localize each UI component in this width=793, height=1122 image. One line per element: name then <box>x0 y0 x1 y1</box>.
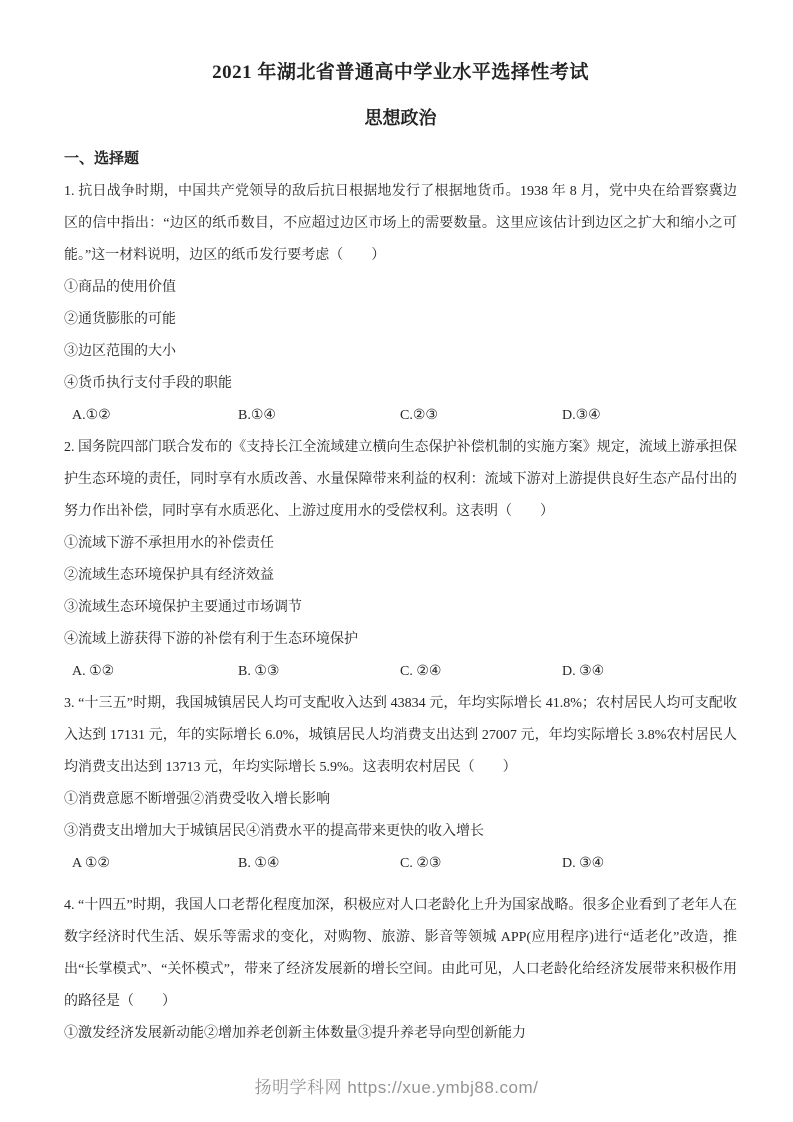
question-3-item-line-1: ①消费意愿不断增强②消费受收入增长影响 <box>64 792 330 807</box>
question-3-item-line-2: ③消费支出增加大于城镇居民④消费水平的提高带来更快的收入增长 <box>64 824 484 839</box>
question-2-item-2: ②流域生态环境保护具有经济效益 <box>64 568 274 583</box>
question-1 <box>64 176 737 432</box>
question-2-item-4: ④流域上游获得下游的补偿有利于生态环境保护 <box>64 632 358 647</box>
question-2-option-d: D. ③④ <box>562 664 605 679</box>
question-1-item-1: ①商品的使用价值 <box>64 280 176 295</box>
footer-site-name: 扬明学科网 <box>254 1078 343 1097</box>
question-1-item-2: ②通货膨胀的可能 <box>64 312 176 327</box>
question-3-option-c: C. ②③ <box>400 856 442 871</box>
question-2-stem: 2. 国务院四部门联合发布的《支持长江全流域建立横向生态保护补偿机制的实施方案》规定，流域上游承担保护生态环境的责任，同时享有水质改善、水量保障带来利益的权利：流域下游对上游提供良好生态产品付出的努力作出补偿，同时享有水质恶化、上游过度用水的受偿权利。这表明（ ） <box>64 440 737 519</box>
question-1-option-a: A.①② <box>72 408 111 423</box>
question-2-option-b: B. ①③ <box>238 664 280 679</box>
page-subtitle: 思想政治 <box>364 108 437 128</box>
question-1-options <box>64 400 737 432</box>
question-3-option-a: A ①② <box>72 856 110 871</box>
question-1-item-3: ③边区范围的大小 <box>64 344 176 359</box>
question-1-option-c: C.②③ <box>400 408 438 423</box>
question-2-options <box>64 656 737 688</box>
question-3-option-b: B. ①④ <box>238 856 280 871</box>
question-3 <box>64 688 737 880</box>
question-1-option-b: B.①④ <box>238 408 276 423</box>
question-3-stem: 3. “十三五”时期，我国城镇居民人均可支配收入达到 43834 元，年均实际增长 41.8%；农村居民人均可支配收入达到 17131 元，年的实际增长 6.0%，城镇居民人均消费支出达到 27007 元，年均实际增长 3.8%农村居民人均消费支出达到 13713 元，年均实际增长 5.9%。这表明农村居民（ ） <box>64 696 737 775</box>
question-2-option-a: A. ①② <box>72 664 115 679</box>
question-1-option-d: D.③④ <box>562 408 601 423</box>
question-2-item-3: ③流域生态环境保护主要通过市场调节 <box>64 600 302 615</box>
question-2-option-c: C. ②④ <box>400 664 442 679</box>
spacer <box>64 880 737 890</box>
question-1-stem: 1. 抗日战争时期，中国共产党领导的敌后抗日根据地发行了根据地货币。1938 年 8 月，党中央在给晋察冀边区的信中指出：“边区的纸币数目，不应超过边区市场上的需要数量。这里应该估计到边区之扩大和缩小之可能。”这一材料说明，边区的纸币发行要考虑（ ） <box>64 184 737 263</box>
question-4-stem: 4. “十四五”时期，我国人口老帮化程度加深，积极应对人口老龄化上升为国家战略。很多企业看到了老年人在数字经济时代生活、娱乐等需求的变化，对购物、旅游、影音等领城 APP(应用程序)进行“适老化”改造，推出“长掌模式”、“关怀模式”，带来了经济发展新的增长空间。由此可见，人口老龄化给经济发展带来积极作用的路径是（ ） <box>64 898 737 1009</box>
question-1-item-4: ④货币执行支付手段的职能 <box>64 376 232 391</box>
footer-url-link[interactable]: https://xue.ymbj88.com/ <box>347 1078 539 1097</box>
page-footer <box>0 1073 793 1098</box>
question-2 <box>64 432 737 688</box>
question-2-item-1: ①流域下游不承担用水的补偿责任 <box>64 536 274 551</box>
question-3-options <box>64 848 737 880</box>
question-4-item-line-1: ①激发经济发展新动能②增加养老创新主体数量③提升养老导向型创新能力 <box>64 1026 526 1041</box>
section-heading: 一、选择题 <box>64 151 140 167</box>
page-title: 2021 年湖北省普通高中学业水平选择性考试 <box>212 62 589 83</box>
question-4 <box>64 890 737 1050</box>
question-3-option-d: D. ③④ <box>562 856 605 871</box>
